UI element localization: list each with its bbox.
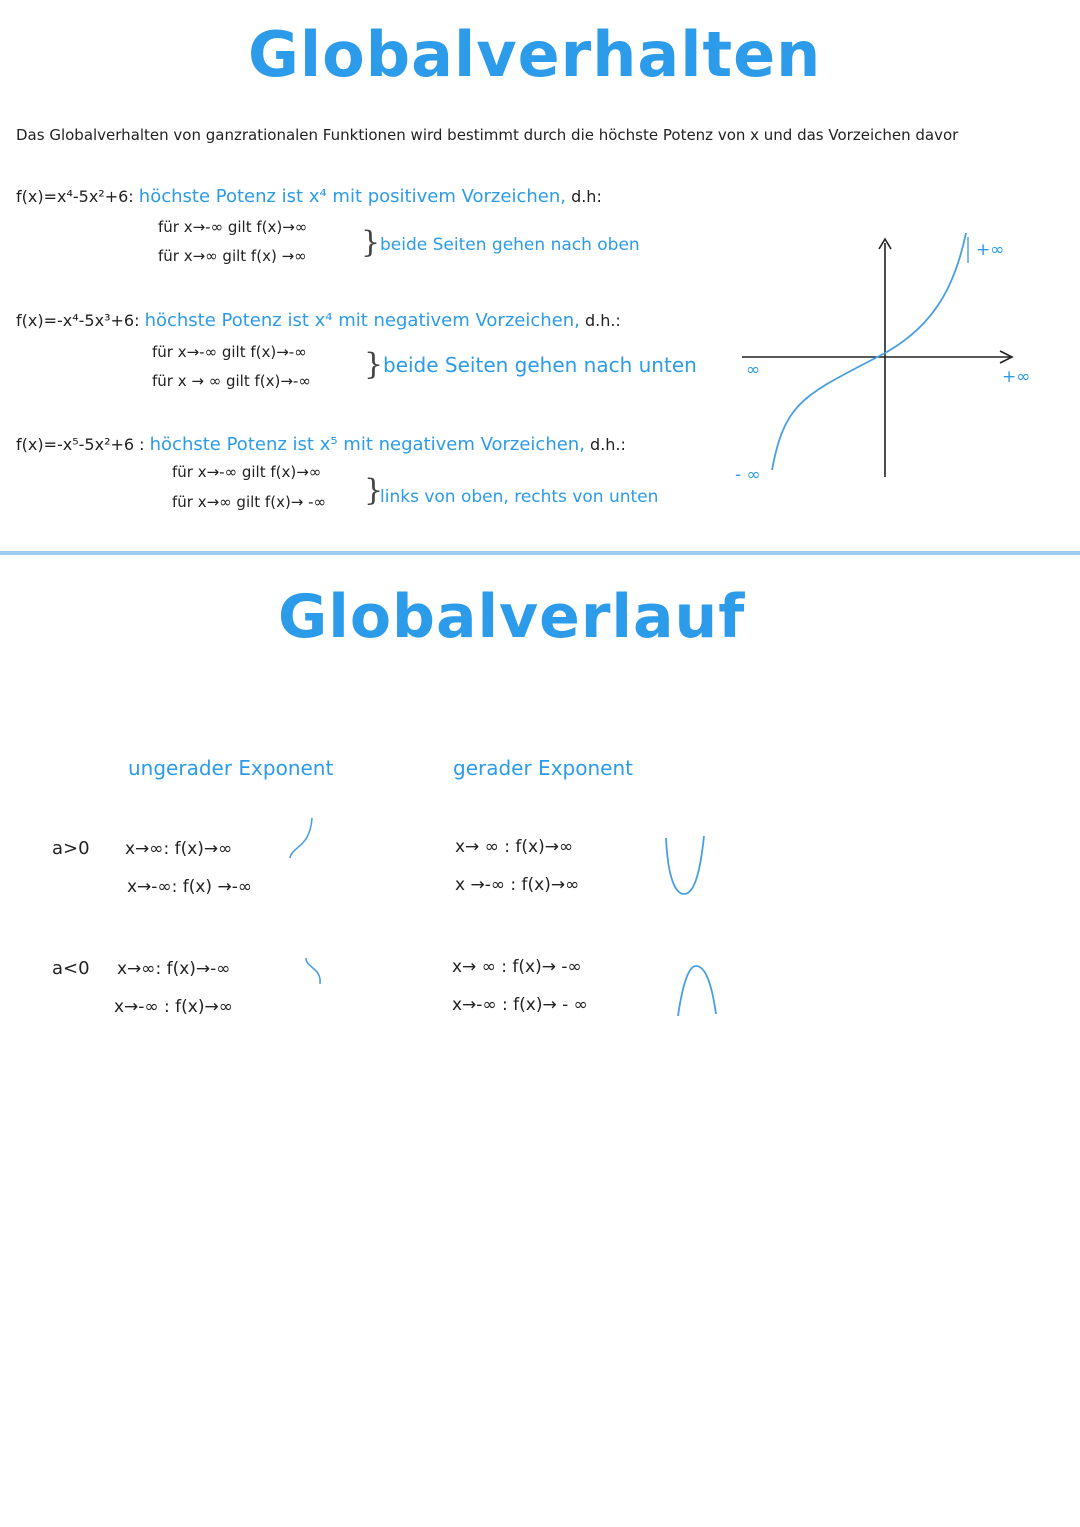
odd-negative-sketch [300, 954, 330, 994]
graph-label-left: ∞ [746, 360, 761, 380]
example-2-line-2: für x → ∞ gilt f(x)→-∞ [152, 372, 311, 390]
example-1-function: f(x)=x⁴-5x²+6: [16, 187, 134, 206]
global-behavior-sketch [730, 225, 1070, 495]
example-2-line-1: für x→-∞ gilt f(x)→-∞ [152, 343, 307, 361]
example-1-conclusion: beide Seiten gehen nach oben [380, 235, 640, 255]
odd-positive-line-2: x→-∞: f(x) →-∞ [127, 877, 252, 897]
example-1-description: höchste Potenz ist x⁴ mit positivem Vorzeichen, [138, 186, 566, 207]
example-1-suffix: d.h: [571, 187, 602, 206]
brace-2: } [364, 347, 384, 382]
column-header-odd: ungerader Exponent [128, 756, 334, 780]
example-2-suffix: d.h.: [584, 311, 621, 330]
odd-positive-line-1: x→∞: f(x)→∞ [125, 839, 233, 859]
cubic-curve [772, 233, 966, 470]
row-label-negative: a<0 [52, 958, 90, 979]
odd-negative-line-1: x→∞: f(x)→-∞ [117, 959, 231, 979]
intro-text: Das Globalverhalten von ganzrationalen Funktionen wird bestimmt durch die höchste Potenz von x und das Vorzeichen davor [16, 126, 959, 144]
example-2-function: f(x)=-x⁴-5x³+6: [16, 311, 140, 330]
section-title-globalverlauf: Globalverlauf [278, 582, 746, 652]
graph-label-right: +∞ [1002, 367, 1031, 387]
example-2-conclusion: beide Seiten gehen nach unten [383, 353, 697, 377]
example-3-line-1: für x→-∞ gilt f(x)→∞ [172, 463, 322, 481]
even-negative-line-2: x→-∞ : f(x)→ - ∞ [452, 995, 588, 1015]
example-1-line-1: für x→-∞ gilt f(x)→∞ [158, 218, 308, 236]
example-1-line-2: für x→∞ gilt f(x) →∞ [158, 247, 307, 265]
odd-positive-sketch [284, 814, 324, 864]
example-3-description: höchste Potenz ist x⁵ mit negativem Vorzeichen, [149, 434, 585, 455]
example-3-line-2: für x→∞ gilt f(x)→ -∞ [172, 493, 327, 511]
brace-3: } [364, 473, 384, 508]
brace-1: } [361, 225, 381, 260]
example-3-function: f(x)=-x⁵-5x²+6 : [16, 435, 145, 454]
even-positive-line-1: x→ ∞ : f(x)→∞ [455, 837, 574, 857]
example-3-suffix: d.h.: [590, 435, 626, 454]
odd-negative-line-2: x→-∞ : f(x)→∞ [114, 997, 233, 1017]
example-3-conclusion: links von oben, rechts von unten [380, 487, 659, 507]
even-positive-sketch [660, 830, 710, 900]
even-positive-line-2: x →-∞ : f(x)→∞ [455, 875, 580, 895]
even-negative-sketch [672, 958, 722, 1020]
column-header-even: gerader Exponent [453, 756, 633, 780]
section-divider [0, 551, 1080, 555]
graph-label-bottom-left: - ∞ [735, 465, 761, 485]
graph-label-top-right: +∞ [976, 240, 1005, 260]
even-negative-line-1: x→ ∞ : f(x)→ -∞ [452, 957, 582, 977]
example-2-description: höchste Potenz ist x⁴ mit negativem Vorzeichen, [144, 310, 580, 331]
page-title-globalverhalten: Globalverhalten [248, 18, 822, 91]
row-label-positive: a>0 [52, 838, 90, 859]
